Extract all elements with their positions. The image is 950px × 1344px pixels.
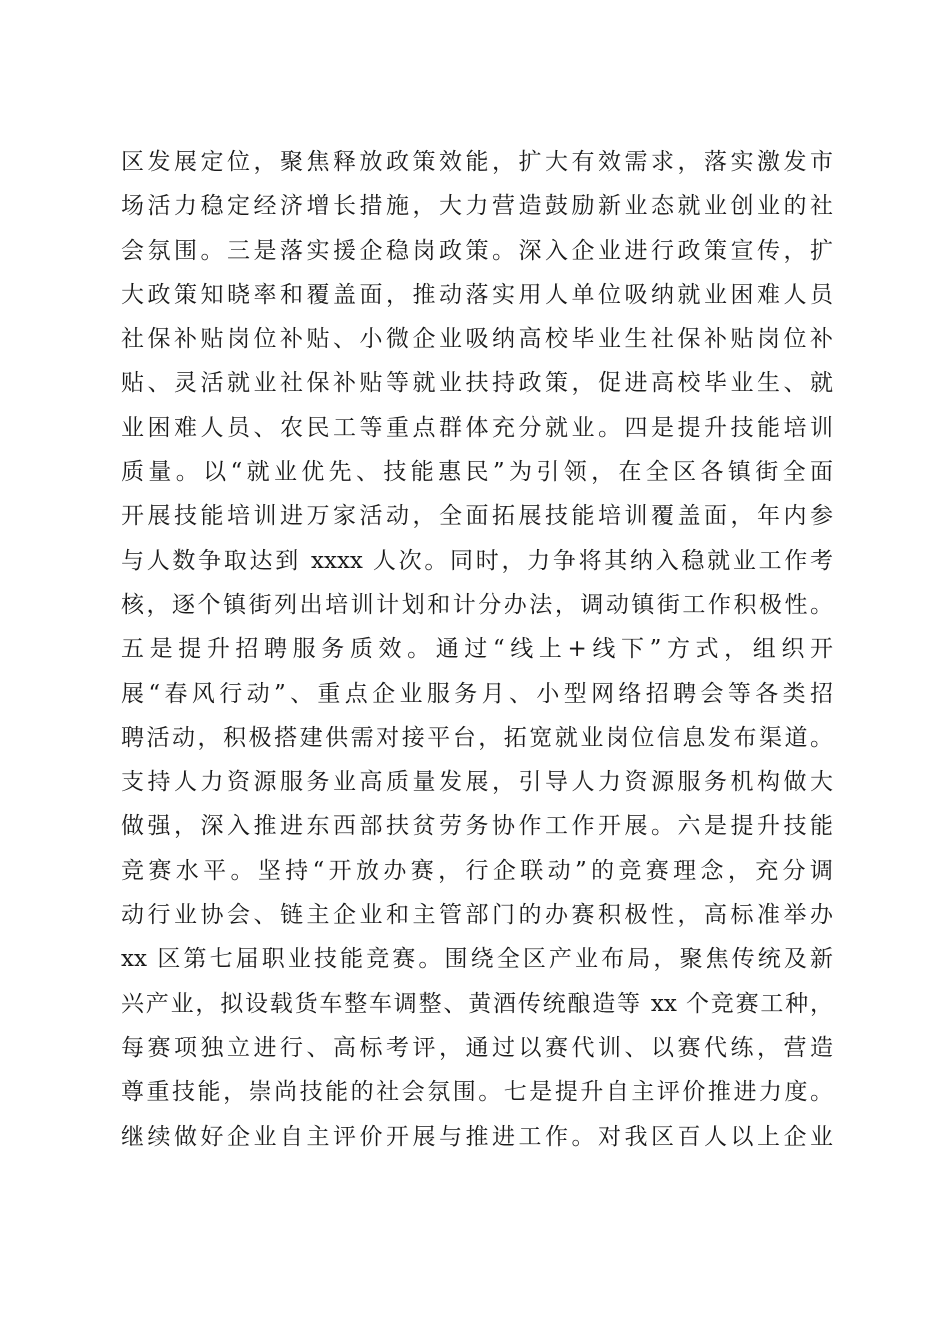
text-line: 大政策知晓率和覆盖面，推动落实用人单位吸纳就业困难人员 xyxy=(121,281,833,308)
text-line: 继续做好企业自主评价开展与推进工作。对我区百人以上企业 xyxy=(121,1123,833,1150)
body-paragraph xyxy=(121,140,833,1159)
text-line: 核，逐个镇街列出培训计划和计分办法，调动镇街工作积极性。 xyxy=(121,591,833,618)
text-line: 竞赛水平。坚持“开放办赛，行企联动”的竞赛理念，充分调 xyxy=(121,857,833,884)
text-line: 会氛围。三是落实援企稳岗政策。深入企业进行政策宣传，扩 xyxy=(121,237,833,264)
text-line: 质量。以“就业优先、技能惠民”为引领，在全区各镇街全面 xyxy=(121,459,833,486)
text-line: 场活力稳定经济增长措施，大力营造鼓励新业态就业创业的社 xyxy=(121,193,833,220)
text-line: 区发展定位，聚焦释放政策效能，扩大有效需求，落实激发市 xyxy=(121,149,833,175)
text-line: 尊重技能，崇尚技能的社会氛围。七是提升自主评价推进力度。 xyxy=(121,1079,833,1106)
text-line: 开展技能培训进万家活动，全面拓展技能培训覆盖面，年内参 xyxy=(121,503,833,530)
text-line: xx 区第七届职业技能竞赛。围绕全区产业布局，聚焦传统及新 xyxy=(121,946,833,973)
text-line: 业困难人员、农民工等重点群体充分就业。四是提升技能培训 xyxy=(121,414,833,441)
text-line: 支持人力资源服务业高质量发展，引导人力资源服务机构做大 xyxy=(121,769,833,796)
text-line: 做强，深入推进东西部扶贫劳务协作工作开展。六是提升技能 xyxy=(121,813,833,840)
text-line: 兴产业，拟设载货车整车调整、黄酒传统酿造等 xx 个竞赛工种， xyxy=(121,990,833,1017)
text-line: 五是提升招聘服务质效。通过“线上+线下”方式，组织开 xyxy=(121,636,833,663)
text-line: 与人数争取达到 xxxx 人次。同时，力争将其纳入稳就业工作考 xyxy=(121,547,833,574)
text-line: 动行业协会、链主企业和主管部门的办赛积极性，高标准举办 xyxy=(121,902,833,929)
text-line: 展“春风行动”、重点企业服务月、小型网络招聘会等各类招 xyxy=(121,680,833,707)
text-line: 聘活动，积极搭建供需对接平台，拓宽就业岗位信息发布渠道。 xyxy=(121,724,833,751)
text-line: 每赛项独立进行、高标考评，通过以赛代训、以赛代练，营造 xyxy=(121,1034,833,1061)
text-line: 贴、灵活就业社保补贴等就业扶持政策，促进高校毕业生、就 xyxy=(121,370,833,397)
text-line: 社保补贴岗位补贴、小微企业吸纳高校毕业生社保补贴岗位补 xyxy=(121,326,833,353)
